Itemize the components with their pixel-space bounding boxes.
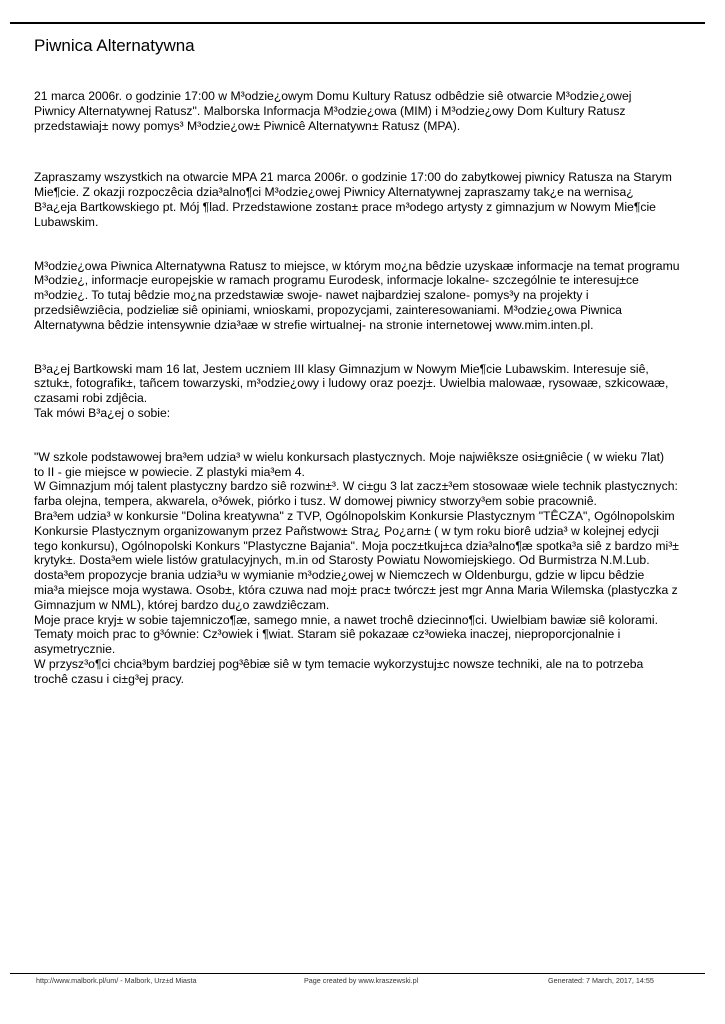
- text-line: mia³a miejsce moja wystawa. Osob±, która czuwa nad moj± prac± twórcz± jest mgr Anna Maria Wilemska (plastyczka z: [34, 582, 678, 597]
- text-line: dosta³em propozycje brania udzia³u w wymianie m³odzie¿owej w Niemczech w Oldenburgu, gdzie w lipcu bêdzie: [34, 568, 645, 583]
- header-divider: [10, 22, 705, 24]
- text-line: "W szkole podstawowej bra³em udzia³ w wielu konkursach plastycznych. Moje najwiêksze osi±gniêcie ( w wieku 7lat): [34, 449, 665, 464]
- paragraph-artist-bio: [34, 362, 686, 421]
- text-line: przedstawiaj± nowy pomys³ M³odzie¿ow± Piwnicê Alternatywn± Ratusz (MPA).: [34, 118, 461, 133]
- text-line: B³a¿ej Bartkowski mam 16 lat, Jestem uczniem III klasy Gimnazjum w Nowym Mie¶cie Lubawskim. Interesuje siê,: [34, 361, 649, 376]
- text-line: to II - gie miejsce w powiecie. Z plastyki mia³em 4.: [34, 464, 305, 479]
- text-line: przedsiêwziêcia, podzieliæ siê opiniami, wnioskami, propozycjami, zainteresowaniami. M³odzie¿owa Piwnica: [34, 302, 622, 317]
- page-title: Piwnica Alternatywna: [34, 36, 195, 55]
- text-line: farba olejna, tempera, akwarela, o³ówek, piórko i tusz. W domowej piwnicy stworzy³em sobie pracowniê.: [34, 494, 597, 509]
- footer-divider: [10, 973, 705, 974]
- text-line: W przysz³o¶ci chcia³bym bardziej pog³êbiæ siê w tym temacie wykorzystuj±c nowsze techniki, ale na to potrzeba: [34, 656, 644, 671]
- text-line: B³a¿eja Bartkowskiego pt. Mój ¶lad. Przedstawione zostan± prace m³odego artysty z gimnazjum w Nowym Mie¶cie: [34, 199, 656, 214]
- text-line: trochê czasu i ci±g³ej pracy.: [34, 671, 185, 686]
- text-line: Piwnicy Alternatywnej Ratusz". Malborska Informacja M³odzie¿owa (MIM) i M³odzie¿owy Dom Kultury Ratusz: [34, 103, 626, 118]
- text-line: Konkursie Plastycznym organizowanym przez Pañstwow± Stra¿ Po¿arn± ( w tym roku biorê udzia³ w kolejnej edycji: [34, 523, 660, 538]
- footer-source-link[interactable]: http://www.malbork.pl/um/ - Malbork, Urz±d Miasta: [36, 976, 197, 985]
- text-line: tego konkursu), Ogólnopolski Konkurs "Plastyczne Bajania". Moja pocz±tkuj±ca dzia³alno¶æ spotka³a siê z bardzo mi³±: [34, 538, 679, 553]
- text-line: krytyk±. Dosta³em wiele listów gratulacyjnych, m.in od Starosty Powiatu Nowomiejskiego. Od Burmistrza N.M.Lub.: [34, 553, 650, 568]
- text-line: Alternatywna bêdzie intensywnie dzia³aæ w strefie wirtualnej- na stronie internetowej www.mim.inten.pl.: [34, 317, 594, 332]
- text-line: M³odzie¿, informacje europejskie w ramach programu Eurodesk, informacje lokalne- szczególnie te interesuj±ce: [34, 273, 639, 288]
- text-line: Tak mówi B³a¿ej o sobie:: [34, 405, 171, 420]
- footer-credit: Page created by www.kraszewski.pl: [304, 976, 419, 985]
- text-line: W Gimnazjum mój talent plastyczny bardzo siê rozwin±³. W ci±gu 3 lat zacz±³em stosowaæ wiele technik plastycznych:: [34, 479, 678, 494]
- text-line: M³odzie¿owa Piwnica Alternatywna Ratusz to miejsce, w którym mo¿na bêdzie uzyskaæ informacje na temat programu: [34, 258, 680, 273]
- text-line: Moje prace kryj± w sobie tajemniczo¶æ, samego mnie, a nawet trochê dziecinno¶ci. Uwielbiam bawiæ siê kolorami.: [34, 612, 658, 627]
- text-line: czasami robi zdjêcia.: [34, 391, 148, 406]
- text-line: Lubawskim.: [34, 214, 99, 229]
- paragraph-about-mpa: [34, 259, 686, 333]
- footer-generated-date: Generated: 7 March, 2017, 14:55: [548, 976, 654, 985]
- text-line: Zapraszamy wszystkich na otwarcie MPA 21 marca 2006r. o godzinie 17:00 do zabytkowej piwnicy Ratusza na Starym: [34, 170, 672, 185]
- text-line: m³odzie¿. To tutaj bêdzie mo¿na przedstawiæ swoje- nawet najbardziej szalone- pomys³y na projekty i: [34, 288, 589, 303]
- text-line: 21 marca 2006r. o godzinie 17:00 w M³odzie¿owym Domu Kultury Ratusz odbêdzie siê otwarcie M³odzie¿owej: [34, 89, 632, 103]
- paragraph-intro: [34, 89, 686, 133]
- text-line: sztuk±, fotografik±, tañcem towarzyski, m³odzie¿owy i ludowy oraz poezj±. Uwielbia malowaæ, rysowaæ, szkicowaæ,: [34, 376, 669, 391]
- text-line: asymetrycznie.: [34, 642, 116, 657]
- paragraph-artist-quote: [34, 450, 686, 687]
- text-line: Tematy moich prac to g³ównie: Cz³owiek i ¶wiat. Staram siê pokazaæ cz³owieka inaczej, nieproporcjonalnie i: [34, 627, 621, 642]
- text-line: Bra³em udzia³ w konkursie "Dolina kreatywna" z TVP, Ogólnopolskim Konkursie Plastycznym "TÊCZA", Ogólnopolskim: [34, 508, 675, 523]
- text-line: Gimnazjum w NML), której bardzo du¿o zawdziêczam.: [34, 597, 330, 612]
- paragraph-invitation: [34, 170, 686, 229]
- text-line: Mie¶cie. Z okazji rozpoczêcia dzia³alno¶ci M³odzie¿owej Piwnicy Alternatywnej zapraszamy tak¿e na wernisa¿: [34, 185, 634, 200]
- article-body: [34, 89, 686, 687]
